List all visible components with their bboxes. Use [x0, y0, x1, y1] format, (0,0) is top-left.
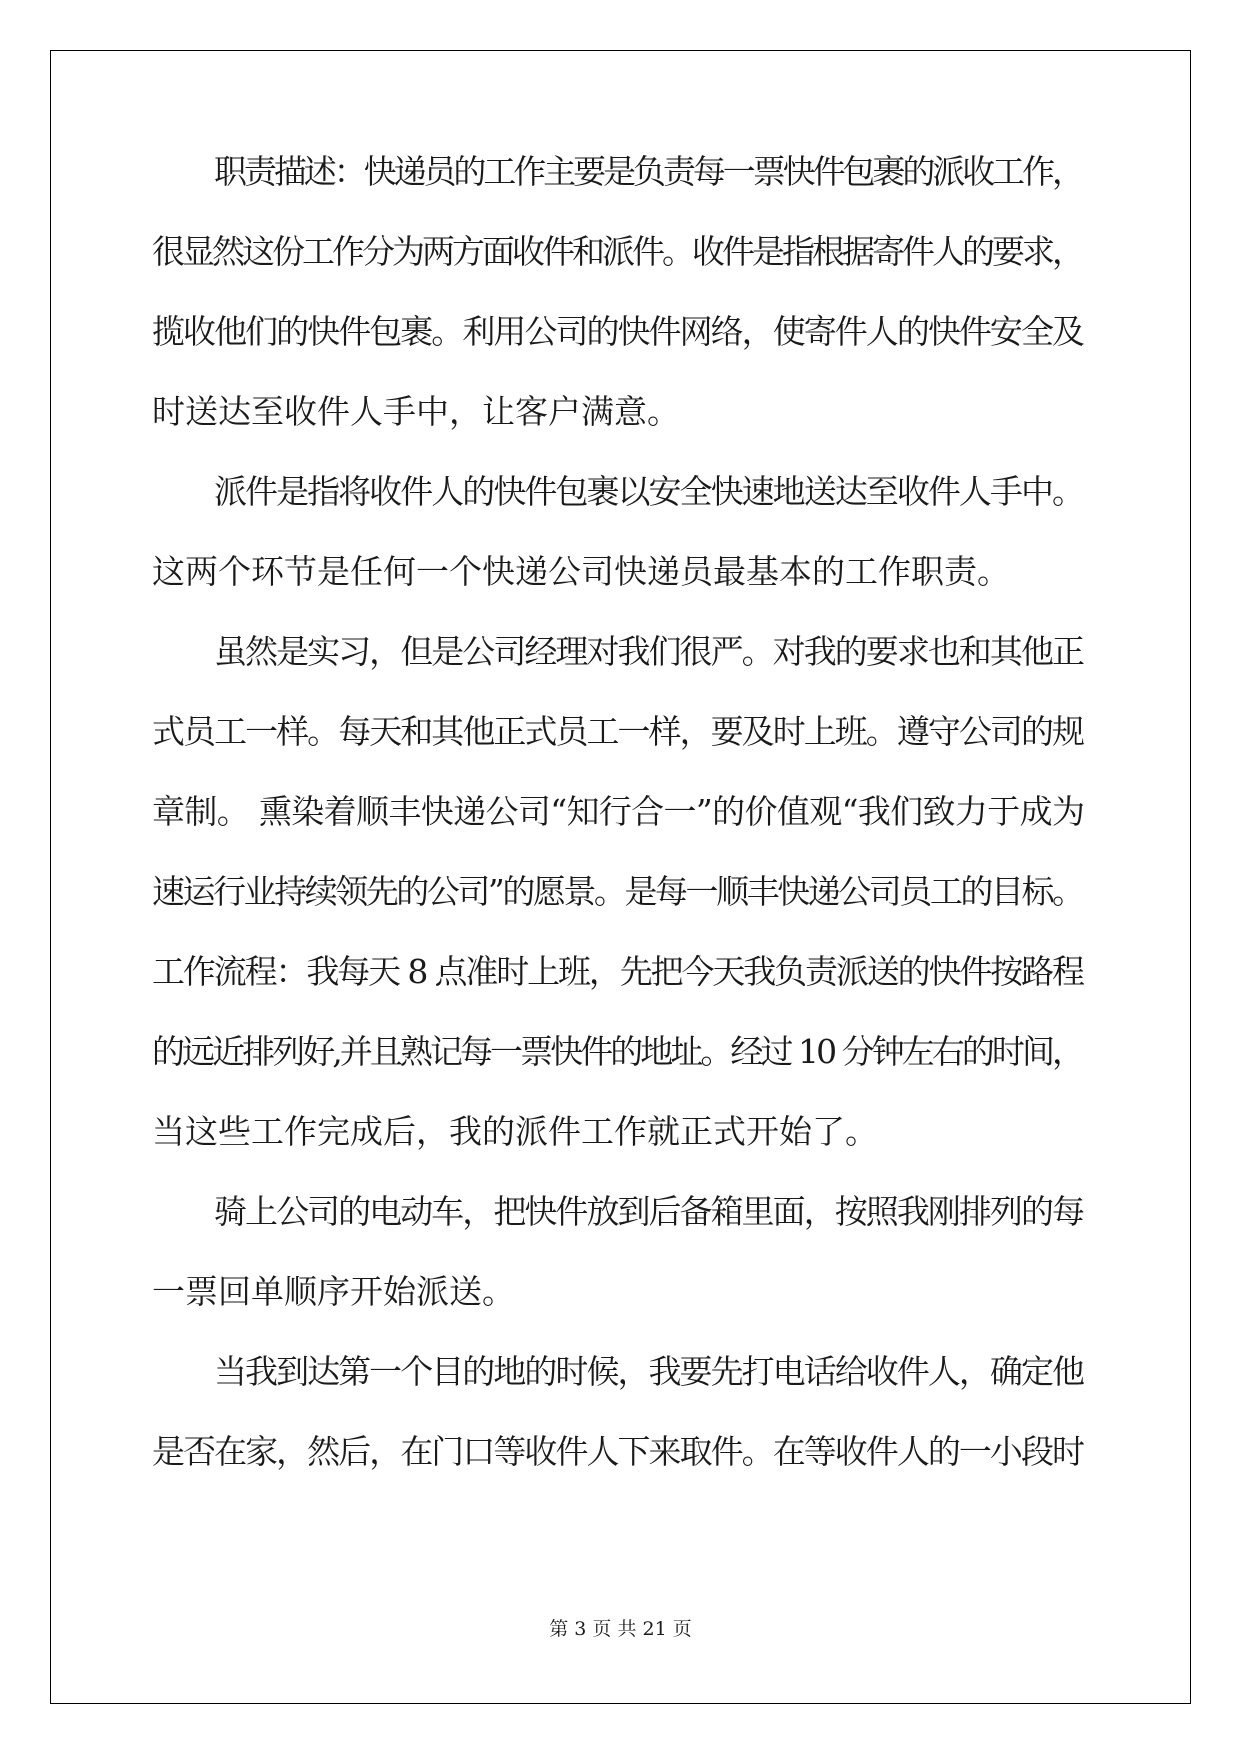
- paragraph-3-line-4: 速运行业持续领先的公司”的愿景。是每一顺丰快递公司员工的目标。: [152, 872, 1083, 911]
- paragraph-4-line-1: 骑上公司的电动车，把快件放到后备箱里面，按照我刚排列的每: [214, 1192, 1084, 1231]
- paragraph-3-line-5: 工作流程：我每天 8 点准时上班，先把今天我负责派送的快件按路程: [152, 952, 1083, 991]
- paragraph-3-line-1: 虽然是实习，但是公司经理对我们很严。对我的要求也和其他正: [214, 632, 1084, 671]
- paragraph-3-line-6: 的远近排列好,并且熟记每一票快件的地址。经过 10 分钟左右的时间，: [152, 1032, 1083, 1071]
- page-number: 第 3 页 共 21 页: [549, 1618, 692, 1640]
- paragraph-3-line-7: 当这些工作完成后，我的派件工作就正式开始了。: [152, 1112, 878, 1151]
- paragraph-2-line-1: 派件是指将收件人的快件包裹以安全快速地送达至收件人手中。: [214, 472, 1084, 511]
- paragraph-1-line-4: 时送达至收件人手中，让客户满意。: [152, 392, 680, 431]
- paragraph-5-line-2: 是否在家，然后，在门口等收件人下来取件。在等收件人的一小段时: [152, 1432, 1084, 1471]
- paragraph-2-line-2: 这两个环节是任何一个快递公司快递员最基本的工作职责。: [152, 552, 1010, 591]
- paragraph-3-line-3: 章制。 熏染着顺丰快递公司“知行合一”的价值观“我们致力于成为: [152, 792, 1085, 831]
- paragraph-1-line-2: 很显然这份工作分为两方面收件和派件。收件是指根据寄件人的要求，: [152, 232, 1082, 271]
- paragraph-1-line-1: 职责描述：快递员的工作主要是负责每一票快件包裹的派收工作，: [214, 152, 1082, 191]
- paragraph-3-line-2: 式员工一样。每天和其他正式员工一样，要及时上班。遵守公司的规: [152, 712, 1084, 751]
- paragraph-1-line-3: 揽收他们的快件包裹。利用公司的快件网络，使寄件人的快件安全及: [152, 312, 1084, 351]
- paragraph-5-line-1: 当我到达第一个目的地的时候，我要先打电话给收件人，确定他: [214, 1352, 1084, 1391]
- paragraph-4-line-2: 一票回单顺序开始派送。: [152, 1272, 515, 1311]
